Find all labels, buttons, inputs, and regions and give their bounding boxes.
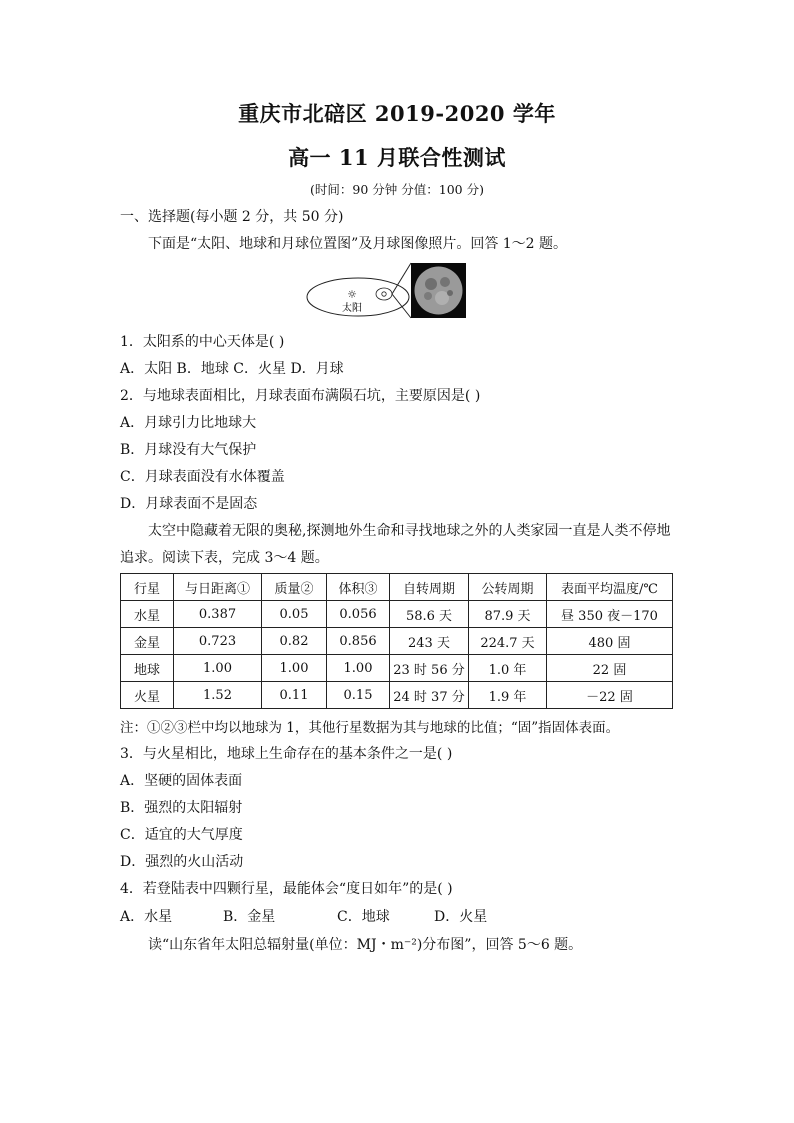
title-line-1: 重庆市北碚区 2019-2020 学年 (238, 101, 556, 126)
q2-option-c: C．月球表面没有水体覆盖 (120, 469, 285, 485)
table-header: 行星 (121, 574, 174, 601)
table-cell: 昼 350 夜－170 (547, 601, 673, 628)
moon-orbit (376, 288, 392, 300)
table-cell: 水星 (121, 601, 174, 628)
sun-earth-moon-figure (300, 260, 470, 322)
table-cell: 1.00 (262, 655, 327, 682)
table-row (121, 601, 673, 628)
table-cell: 金星 (121, 628, 174, 655)
table-cell: 0.15 (327, 682, 390, 709)
moon-photo (415, 267, 463, 315)
table-header: 体积③ (327, 574, 390, 601)
table-cell: 480 固 (547, 628, 673, 655)
table-cell: 0.056 (327, 601, 390, 628)
table-cell: 1.0 年 (469, 655, 547, 682)
table-cell: 24 时 37 分 (390, 682, 469, 709)
table-header: 自转周期 (390, 574, 469, 601)
callout-line-bottom (392, 294, 411, 318)
table-row (121, 628, 673, 655)
table-cell: 58.6 天 (390, 601, 469, 628)
q4-option-a: A．水星 (120, 909, 173, 925)
q3-option-a: A．坚硬的固体表面 (120, 773, 243, 789)
section-heading: 一、选择题(每小题 2 分，共 50 分) (120, 209, 344, 225)
table-cell: 1.52 (174, 682, 262, 709)
planet-table (120, 573, 673, 709)
table-cell: 243 天 (390, 628, 469, 655)
q4-stem: 4．若登陆表中四颗行星，最能体会“度日如年”的是( ) (120, 881, 453, 897)
passage-line-1: 太空中隐藏着无限的奥秘,探测地外生命和寻找地球之外的人类家园一直是人类不停地 (148, 523, 671, 539)
intro-q1-2: 下面是“太阳、地球和月球位置图”及月球图像照片。回答 1～2 题。 (148, 236, 568, 252)
q4-option-c: C．地球 (337, 909, 390, 925)
table-cell: 1.9 年 (469, 682, 547, 709)
q3-option-d: D．强烈的火山活动 (120, 854, 244, 870)
sun-label: 太阳 (342, 303, 362, 314)
read-map-instruction: 读“山东省年太阳总辐射量(单位：MJ・m⁻²)分布图”，回答 5～6 题。 (148, 937, 583, 953)
table-header-row (121, 574, 673, 601)
table-cell: －22 固 (547, 682, 673, 709)
table-cell: 0.11 (262, 682, 327, 709)
table-cell: 0.82 (262, 628, 327, 655)
moon-crater (440, 277, 450, 287)
moon-crater (435, 291, 449, 305)
table-cell: 1.00 (327, 655, 390, 682)
table-cell: 0.387 (174, 601, 262, 628)
q2-option-b: B．月球没有大气保护 (120, 442, 257, 458)
table-cell: 22 固 (547, 655, 673, 682)
table-cell: 地球 (121, 655, 174, 682)
q3-option-c: C．适宜的大气厚度 (120, 827, 243, 843)
table-note: 注：①②③栏中均以地球为 1，其他行星数据为其与地球的比值；“固”指固体表面。 (120, 720, 620, 736)
q2-option-d: D．月球表面不是固态 (120, 496, 258, 512)
q2-option-a: A．月球引力比地球大 (120, 415, 257, 431)
table-cell: 87.9 天 (469, 601, 547, 628)
q3-stem: 3．与火星相比，地球上生命存在的基本条件之一是( ) (120, 746, 453, 762)
table-cell: 火星 (121, 682, 174, 709)
sun-icon: ☼ (347, 288, 357, 301)
q2-stem: 2．与地球表面相比，月球表面布满陨石坑，主要原因是( ) (120, 388, 481, 404)
table-header: 公转周期 (469, 574, 547, 601)
table-header: 表面平均温度/℃ (547, 574, 673, 601)
moon-crater (447, 290, 453, 296)
title-line-2: 高一 11 月联合性测试 (288, 145, 506, 170)
q3-option-b: B．强烈的太阳辐射 (120, 800, 243, 816)
table-cell: 23 时 56 分 (390, 655, 469, 682)
table-cell: 0.723 (174, 628, 262, 655)
table-cell: 224.7 天 (469, 628, 547, 655)
callout-line-top (392, 263, 411, 294)
exam-meta: (时间：90 分钟 分值：100 分) (310, 182, 484, 197)
table-header: 质量② (262, 574, 327, 601)
table-cell: 0.856 (327, 628, 390, 655)
earth-icon (382, 292, 386, 296)
q1-options: A．太阳 B．地球 C．火星 D．月球 (120, 361, 344, 377)
passage-line-2: 追求。阅读下表，完成 3～4 题。 (120, 550, 329, 566)
q1-stem: 1．太阳系的中心天体是( ) (120, 334, 285, 350)
q4-option-b: B．金星 (223, 909, 276, 925)
q4-option-d: D．火星 (434, 909, 488, 925)
table-cell: 1.00 (174, 655, 262, 682)
table-header: 与日距离① (174, 574, 262, 601)
table-row (121, 655, 673, 682)
table-cell: 0.05 (262, 601, 327, 628)
moon-crater (425, 278, 437, 290)
table-row (121, 682, 673, 709)
moon-crater (424, 292, 432, 300)
